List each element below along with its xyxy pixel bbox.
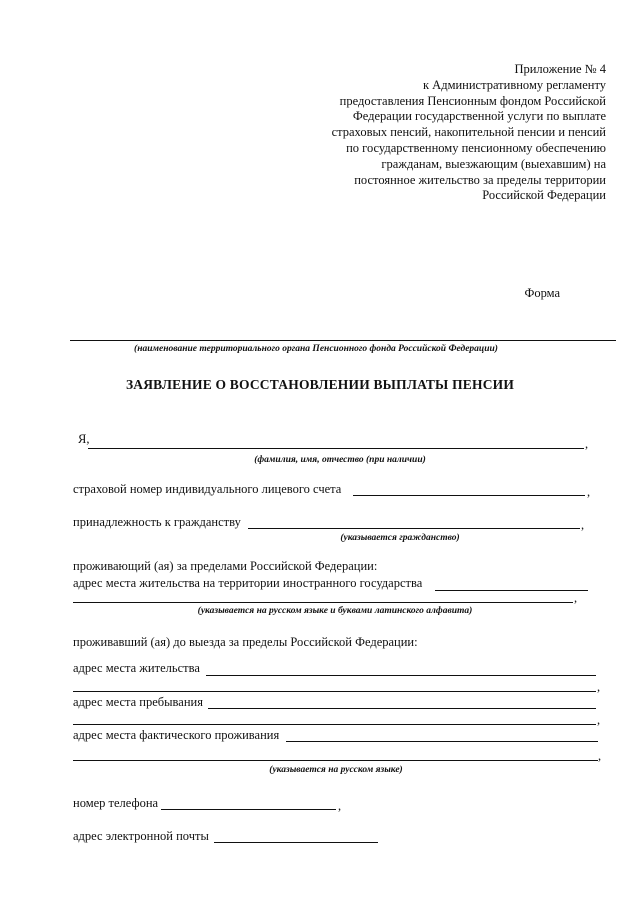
appendix-line: по государственному пенсионному обеспечению	[346, 140, 606, 155]
foreign-address-field-continued[interactable]	[73, 602, 573, 603]
actual-address-hint: (указывается на русском языке)	[269, 765, 403, 775]
insurance-number-field[interactable]	[353, 495, 585, 496]
stay-address-field[interactable]	[208, 708, 596, 709]
actual-address-field-continued[interactable]	[73, 760, 598, 761]
territorial-body-field[interactable]	[70, 340, 616, 341]
comma: ,	[597, 680, 601, 694]
insurance-number-label: страховой номер индивидуального лицевого счета	[73, 482, 342, 496]
comma: ,	[598, 749, 602, 763]
document-title: ЗАЯВЛЕНИЕ О ВОССТАНОВЛЕНИИ ВЫПЛАТЫ ПЕНСИИ	[125, 377, 515, 392]
stay-address-field-continued[interactable]	[73, 724, 596, 725]
appendix-line: предоставления Пенсионным фондом Российской	[339, 93, 606, 108]
appendix-line: Федерации государственной услуги по выплате	[352, 109, 606, 124]
full-name-hint: (фамилия, имя, отчество (при наличии)	[254, 455, 426, 465]
appendix-line: гражданам, выезжающим (выехавшим) на	[381, 156, 606, 171]
appendix-line: к Административному регламенту	[422, 77, 606, 92]
citizenship-field[interactable]	[248, 528, 580, 529]
foreign-address-field[interactable]	[435, 590, 588, 591]
form-label: Форма	[524, 286, 560, 300]
phone-label: номер телефона	[73, 796, 159, 810]
comma: ,	[597, 713, 601, 727]
comma: ,	[581, 518, 585, 532]
lived-before-departure-label: проживавший (ая) до выезда за пределы Российской Федерации:	[73, 635, 418, 649]
citizenship-hint: (указывается гражданство)	[340, 533, 460, 543]
phone-field[interactable]	[161, 809, 336, 810]
residing-abroad-label: проживающий (ая) за пределами Российской Федерации:	[73, 559, 378, 573]
appendix-line: постоянное жительство за пределы территории	[354, 172, 606, 187]
actual-address-field[interactable]	[286, 741, 598, 742]
full-name-field[interactable]	[88, 448, 584, 449]
appendix-line: страховых пенсий, накопительной пенсии и пенсий	[331, 125, 606, 140]
comma: ,	[338, 799, 342, 813]
full-name-prefix: Я,	[78, 432, 90, 446]
citizenship-label: принадлежность к гражданству	[73, 515, 241, 529]
territorial-body-hint: (наименование территориального органа Пенсионного фонда Российской Федерации)	[134, 344, 498, 354]
comma: ,	[585, 437, 589, 451]
residence-address-field-continued[interactable]	[73, 691, 596, 692]
appendix-line: Российской Федерации	[482, 188, 606, 203]
residence-address-label: адрес места жительства	[73, 661, 200, 675]
foreign-address-hint: (указывается на русском языке и буквами латинского алфавита)	[197, 606, 473, 616]
stay-address-label: адрес места пребывания	[73, 695, 203, 709]
email-label: адрес электронной почты	[73, 829, 209, 843]
actual-address-label: адрес места фактического проживания	[73, 728, 280, 742]
comma: ,	[587, 485, 591, 499]
appendix-number: Приложение № 4	[514, 62, 606, 76]
foreign-address-label: адрес места жительства на территории иностранного государства	[73, 576, 423, 590]
residence-address-field[interactable]	[206, 675, 596, 676]
appendix-block	[296, 62, 606, 204]
comma: ,	[574, 591, 578, 605]
email-field[interactable]	[214, 842, 378, 843]
